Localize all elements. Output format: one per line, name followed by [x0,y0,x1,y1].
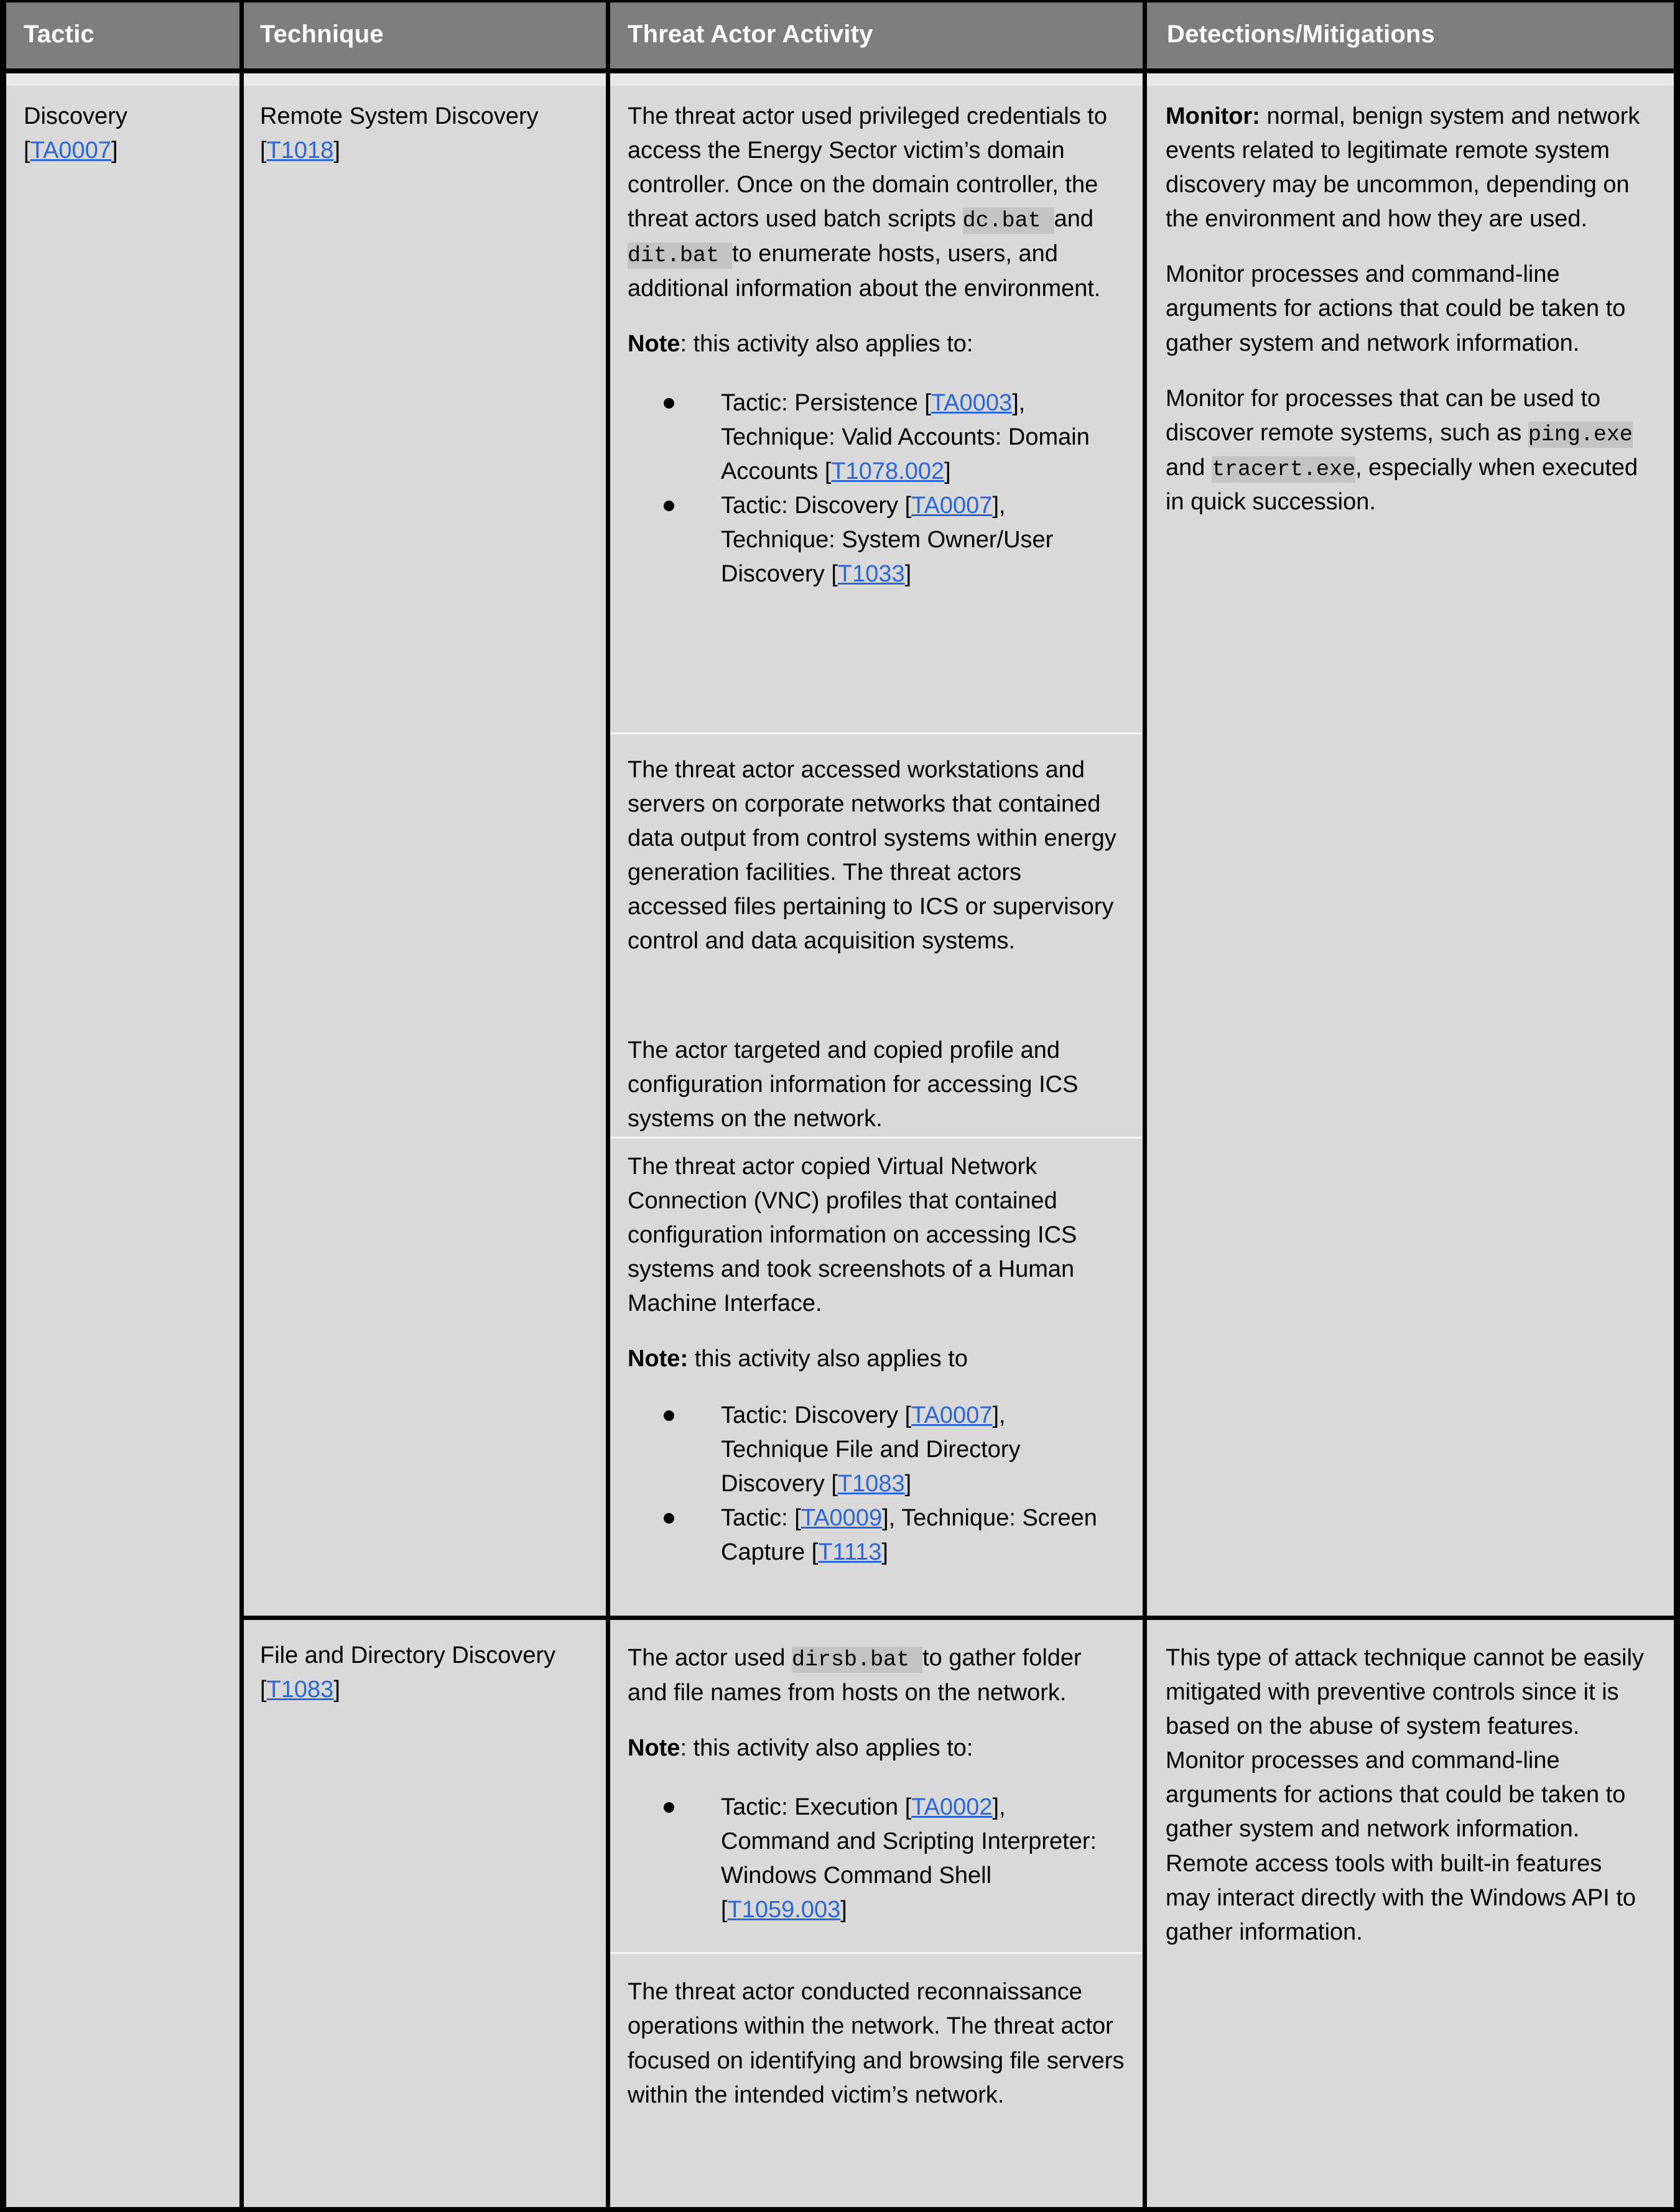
bullet-item: Tactic: Discovery [TA0007], Technique: System Owner/User Discovery [T1033] [628,489,1126,591]
paragraph: Note: this activity also applies to: [628,330,973,357]
bullet-item: Tactic: [TA0009], Technique: Screen Capture [T1113] [628,1501,1126,1570]
note-bullet-list [628,1399,1126,1570]
column-border-1 [239,0,244,2212]
activity-subsection-1 [610,73,1143,733]
link-TA0007[interactable]: TA0007 [911,1402,993,1428]
column-header-label: Threat Actor Activity [628,20,873,48]
paragraph: File and Directory Discovery [T1083] [260,1642,556,1703]
paragraph: The threat actor copied Virtual Network Connection (VNC) profiles that contained configuration information on accessing ICS systems and took screenshots of a Human Machine Interface. [628,1154,1077,1317]
link-T1083[interactable]: T1083 [837,1470,905,1497]
paragraph: The threat actor accessed workstations and servers on corporate networks that contained data output from control systems within energy generation facilities. The threat actors accessed files pertaining to ICS or supervisory control and data acquisition systems. [628,757,1116,955]
link-TA0003[interactable]: TA0003 [930,389,1013,416]
bullet-item: Tactic: Persistence [TA0003], Technique: Valid Accounts: Domain Accounts [T1078.002] [628,386,1126,489]
cell-detections-row1 [1147,73,1674,1616]
code-span: ping.exe [1528,422,1633,447]
paragraph: Note: this activity also applies to [628,1346,968,1372]
paragraph: Discovery [TA0007] [24,103,128,164]
cell-activity-row2 [610,1620,1143,2207]
bullet-item: Tactic: Discovery [TA0007], Technique File and Directory Discovery [T1083] [628,1399,1126,1501]
activity-subsection-2 [610,733,1143,1137]
cell-technique-remote-system-discovery [244,73,606,1616]
paragraph: Monitor processes and command-line arguments for actions that could be taken to gather system and network information. [1166,261,1626,356]
link-T1113[interactable]: T1113 [818,1539,882,1565]
note-bullet-list [628,1790,1126,1927]
paragraph: This type of attack technique cannot be easily mitigated with preventive controls since it is based on the abuse of system features. Monitor processes and command-line arguments for actions that could be taken to gather system and network information. Remote access tools with built-in features may interact directly with the Windows API to gather information. [1166,1645,1644,1945]
bold-text: Monitor: [1166,103,1260,129]
paragraph: The threat actor used privileged credentials to access the Energy Sector victim’s domain controller. Once on the domain controller, the threat actors used batch scripts dc.bat and dit.bat to enumerate hosts, users, and additional information about the environment. [628,103,1107,302]
code-span: dirsb.bat [792,1647,923,1672]
column-header-label: Detections/Mitigations [1167,20,1436,48]
link-TA0007[interactable]: TA0007 [911,493,993,519]
activity-subsection-3 [610,1137,1143,1616]
paragraph: Note: this activity also applies to: [628,1734,973,1761]
paragraph: The actor targeted and copied profile and configuration information for accessing ICS systems on the network. [628,1037,1079,1132]
column-header-tactic [6,0,239,68]
column-border-3 [1143,0,1147,2212]
header-bottom-border [0,68,1680,73]
column-header-threat-actor-activity [610,0,1143,68]
column-header-label: Technique [260,20,384,48]
bold-text: Note: [628,1346,689,1372]
link-TA0002[interactable]: TA0002 [911,1793,993,1820]
cell-detections-row2 [1147,1620,1674,2207]
code-span: tracert.exe [1211,456,1356,482]
link-TA0009[interactable]: TA0009 [801,1504,883,1531]
paragraph: Monitor: normal, benign system and network events related to legitimate remote system discovery may be uncommon, depending on the environment and how they are used. [1166,103,1640,233]
bullet-item: Tactic: Execution [TA0002], Command and Scripting Interpreter: Windows Command Shell [T1059.003] [628,1790,1126,1927]
paragraph: Remote System Discovery [T1018] [260,103,539,164]
link-T1078.002[interactable]: T1078.002 [831,458,945,485]
column-border-2 [606,0,610,2212]
paragraph: The actor used dirsb.bat to gather folder and file names from hosts on the network. [628,1645,1082,1706]
code-span: dc.bat [962,208,1054,234]
cell-tactic-discovery [6,73,239,2207]
code-span: dit.bat [628,243,733,269]
link-T1018[interactable]: T1018 [266,137,334,164]
link-T1033[interactable]: T1033 [837,561,905,588]
column-header-label: Tactic [24,20,95,48]
bold-text: Note [628,1734,680,1761]
link-TA0007[interactable]: TA0007 [30,137,111,164]
bold-text: Note [628,330,680,357]
row-border [241,1616,1680,1620]
note-bullet-list [628,386,1126,592]
column-header-technique [244,0,606,68]
column-header-detections-mitigations [1147,0,1674,68]
subrow-separator [610,1952,1143,1954]
paragraph: The threat actor conducted reconnaissance operations within the network. The threat actor focused on identifying and browsing file servers within the intended victim’s network. [628,1979,1125,2108]
paragraph: Monitor for processes that can be used to discover remote systems, such as ping.exe and tracert.exe, especially when executed in quick succession. [1166,385,1638,516]
cell-technique-file-directory-discovery [244,1620,606,2207]
cell-activity-row1 [610,73,1143,1616]
link-T1083[interactable]: T1083 [266,1677,334,1703]
link-T1059.003[interactable]: T1059.003 [727,1897,841,1923]
